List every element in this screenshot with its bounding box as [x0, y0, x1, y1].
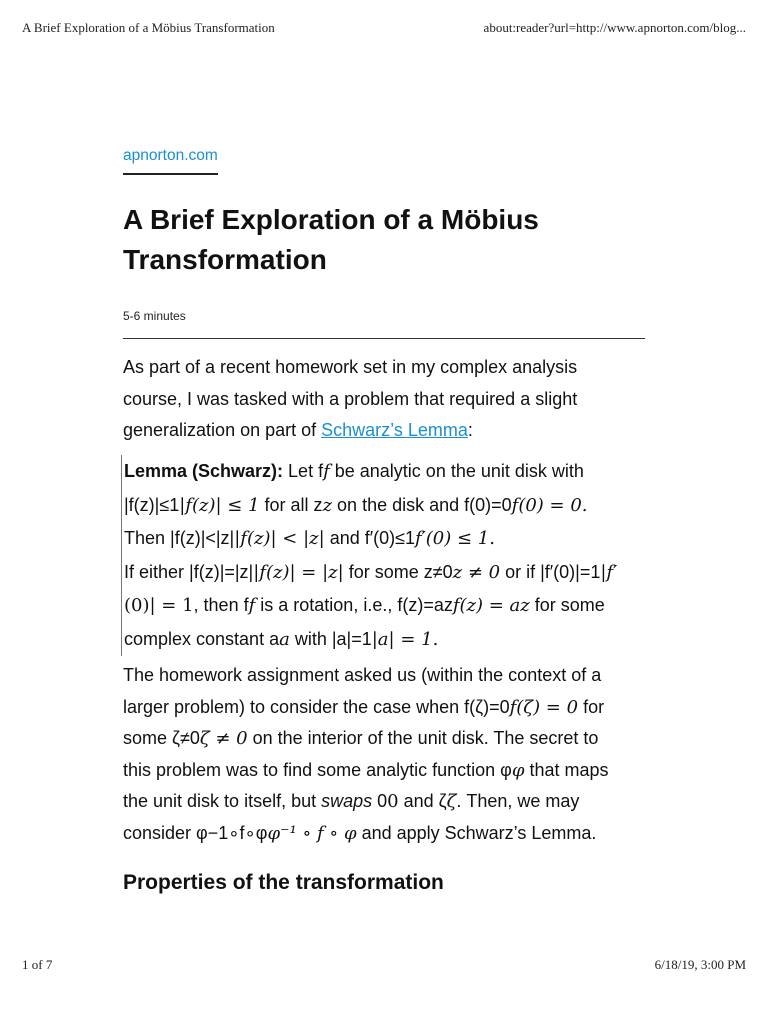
homework-text: some ζ≠0 — [123, 728, 200, 748]
lemma-text: and f′(0)≤1 — [324, 528, 416, 548]
homework-line — [123, 723, 645, 755]
homework-text: consider φ−1∘f∘φ — [123, 822, 268, 843]
lemma-line — [124, 623, 646, 657]
intro-text: generalization on part of — [123, 420, 322, 440]
article-title: A Brief Exploration of a Möbius Transformation — [123, 204, 539, 275]
lemma-line — [124, 589, 646, 623]
lemma-math: f — [323, 461, 330, 482]
homework-math: φ⁻¹ ∘ f ∘ φ — [267, 822, 357, 844]
print-datetime: 6/18/19, 3:00 PM — [654, 957, 746, 972]
title-divider — [123, 338, 645, 339]
lemma-math: z — [322, 494, 333, 516]
lemma-math: (0)| = 1 — [124, 595, 194, 616]
lemma-text: for some z≠0 — [343, 561, 453, 582]
lemma-math: f′(0) ≤ 1. — [415, 528, 495, 549]
intro-line — [123, 415, 645, 447]
homework-line — [123, 692, 645, 724]
lemma-text: be analytic on the unit disk with — [329, 461, 584, 481]
homework-text: on the interior of the unit disk. The secret to — [247, 728, 599, 748]
lemma-text: for some — [529, 595, 605, 615]
lemma-text: is a rotation, i.e., f(z)=az — [255, 595, 453, 615]
emphasis-swaps: swaps — [321, 791, 373, 811]
lemma-math: |f′ — [600, 561, 618, 583]
page-number: 1 of 7 — [22, 957, 53, 972]
section-heading: Properties of the transformation — [123, 871, 444, 894]
homework-line — [123, 786, 645, 818]
homework-line — [123, 818, 645, 850]
homework-line: The homework assignment asked us (within the context of a — [123, 665, 602, 685]
lemma-text: , then f — [193, 595, 249, 615]
homework-math: φ — [511, 759, 525, 781]
homework-text: larger problem) to consider the case when f(ζ)=0 — [123, 696, 510, 717]
homework-math: ζ ≠ 0 — [199, 728, 248, 749]
homework-text: . Then, we may — [456, 791, 580, 811]
lemma-text: If either |f(z)|=|z| — [124, 561, 254, 582]
homework-paragraph — [123, 660, 645, 849]
lemma-text: on the disk and f(0)=0 — [332, 494, 512, 515]
homework-math: ζ — [446, 791, 457, 812]
lemma-label: Lemma (Schwarz): — [124, 461, 284, 481]
homework-math: 0 — [387, 791, 399, 812]
print-header-url: about:reader?url=http://www.apnorton.com/blog... — [483, 20, 746, 35]
lemma-text: complex constant a — [124, 628, 280, 649]
homework-text: and ζ — [398, 791, 447, 811]
lemma-math: |f(z)| = |z| — [253, 561, 344, 583]
lemma-math: f(0) = 0. — [511, 494, 588, 516]
lemma-math: |a| = 1. — [371, 628, 439, 650]
lemma-text: or if |f′(0)|=1 — [500, 561, 601, 582]
lemma-math: a — [279, 628, 290, 650]
print-header — [22, 20, 746, 36]
lemma-text: Then |f(z)|<|z| — [124, 528, 235, 548]
lemma-line — [124, 556, 646, 590]
print-footer — [22, 957, 746, 973]
lemma-line — [124, 455, 646, 489]
intro-line: As part of a recent homework set in my complex analysis — [123, 357, 578, 377]
lemma-text: with |a|=1 — [289, 628, 372, 649]
homework-text: that maps — [524, 759, 609, 780]
lemma-math: z ≠ 0 — [452, 561, 501, 583]
lemma-line — [124, 489, 646, 523]
schwarz-lemma-link[interactable]: Schwarz’s Lemma — [321, 420, 468, 440]
lemma-math: f — [248, 595, 256, 616]
lemma-math: |f(z)| < |z| — [234, 528, 325, 549]
lemma-text: Let f — [283, 461, 324, 481]
homework-math: f(ζ) = 0 — [509, 696, 579, 718]
homework-text: and apply Schwarz’s Lemma. — [356, 822, 597, 843]
lemma-text: |f(z)|≤1 — [124, 494, 180, 515]
lemma-block — [121, 455, 646, 656]
homework-text: the unit disk to itself, but — [123, 791, 322, 811]
intro-line: course, I was tasked with a problem that required a slight — [123, 388, 578, 409]
homework-text: this problem was to find some analytic function φ — [123, 759, 512, 780]
lemma-math: |f(z)| ≤ 1 — [179, 494, 260, 516]
lemma-text: for all z — [259, 494, 323, 515]
homework-line — [123, 755, 645, 787]
homework-text: for — [578, 696, 605, 717]
print-header-title: A Brief Exploration of a Möbius Transformation — [22, 20, 275, 35]
intro-text: : — [467, 420, 473, 440]
reading-time: 5-6 minutes — [123, 309, 186, 323]
homework-text: 0 — [372, 791, 388, 811]
site-link[interactable]: apnorton.com — [123, 147, 218, 175]
intro-paragraph — [123, 352, 645, 447]
lemma-line — [124, 522, 646, 556]
lemma-math: f(z) = az — [452, 595, 530, 616]
